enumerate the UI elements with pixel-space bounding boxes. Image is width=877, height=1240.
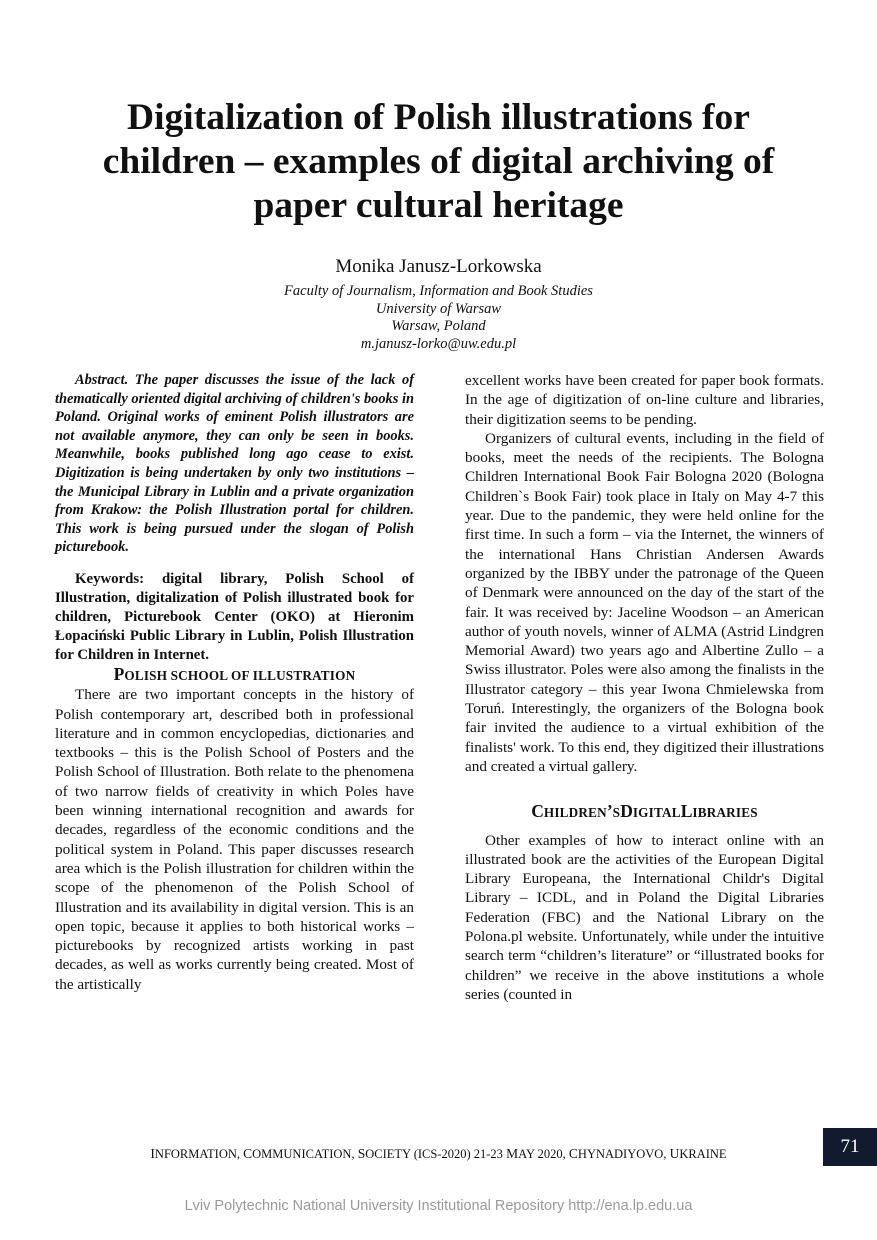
affiliation-faculty: Faculty of Journalism, Information and Book Studies [284,283,593,299]
section-heading-childrens-libraries: CHILDREN’SDIGITALLIBRARIES [531,801,758,822]
affiliation-location: Warsaw, Poland [391,318,486,334]
keywords: Keywords: digital library, Polish School of Illustration, digitalization of Polish illustrated book for children, Picturebook Center (OKO) at Hieronim Łopaciński Public Library in Lublin, Polish Illustration for Children in Internet. [55,570,414,663]
right-column [465,371,824,1004]
body-paragraph: There are two important concepts in the history of Polish contemporary art, described both in professional literature and in common encyclopedias, dictionaries and textbooks – this is the Polish School of Posters and the Polish School of Illustration. Both relate to the phenomena of two narrow fields of creativity in which Poles have been winning international recognition and awards for decades, regardless of the economic conditions and the political system in Poland. This paper discusses research area which is the Polish illustration for children within the scope of the phenomenon of the Polish School of Illustration and its availability in digital version. This is an open topic, because it applies to both historical works – picturebooks by recognized artists working in past decades, as well as works currently being created. Most of the artistically [55,686,414,993]
abstract: Abstract. The paper discusses the issue of the lack of thematically oriented digital archiving of children's books in Poland. Original works of eminent Polish illustrators are not available anymore, they can only be seen in books. Meanwhile, books published long ago cease to exist. Digitization is being undertaken by only two institutions – the Municipal Library in Lublin and a private organization from Krakow: the Polish Illustration portal for children. This work is being pursued under the slogan of Polish picturebook. [55,372,414,556]
page-number: 71 [823,1128,877,1166]
affiliation-university: University of Warsaw [375,300,502,317]
body-paragraph: Organizers of cultural events, including in the field of books, meet the needs of the recipients. The Bologna Children International Book Fair Bologna 2020 (Bologna Children`s Book Fair) took place in Italy on May 4-7 this year. Due to the pandemic, they were held online for the first time. In such a form – via the Internet, the winners of the international Hans Christian Andersen Awards organized by the IBBY under the patronage of the Queen of Denmark were announced on the day of the start of the fair. It was received by: Jaceline Woodson – an American author of youth novels, winner of ALMA (Astrid Lindgren Memorial Award) two years ago and Albertine Zullo – a Swiss illustrator. Poles were also among the finalists in the Illustrator category – this year Iwona Chmielewska from Toruń. Interestingly, the organizers of the Bologna book fair invited the audience to a virtual exhibition of the finalists' work. To this end, they digitized their illustrations and created a virtual gallery. [465,429,824,775]
body-paragraph: Other examples of how to interact online with an illustrated book are the activities of the European Digital Library Europeana, the International Childr's Digital Library – ICDL, and in Poland the Digital Libraries Federation (FBC) and the National Library on the Polona.pl website. Unfortunately, while under the intuitive search term “children’s literature” or “illustrated books for children” we receive in the above institutions a whole series (counted in [465,831,824,1003]
left-column [55,371,414,994]
conference-footer: INFORMATION, COMMUNICATION, SOCIETY (ICS-2020) 21-23 MAY 2020, CHYNADIYOVO, UKRAINE [150,1146,727,1161]
affiliation-email: m.janusz-lorko@uw.edu.pl [360,335,517,352]
author-affiliation [0,283,877,353]
section-heading-polish-school: POLISH SCHOOL OF ILLUSTRATION [113,663,356,684]
repository-watermark: Lviv Polytechnic National University Institutional Repository http://ena.lp.edu.ua [184,1198,693,1214]
body-paragraph: excellent works have been created for paper book formats. In the age of digitization of on-line culture and libraries, their digitization seems to be pending. [465,372,824,428]
paper-title: Digitalization of Polish illustrations for children – examples of digital archiving of paper cultural heritage [102,97,775,226]
author-name: Monika Janusz-Lorkowska [335,256,542,277]
